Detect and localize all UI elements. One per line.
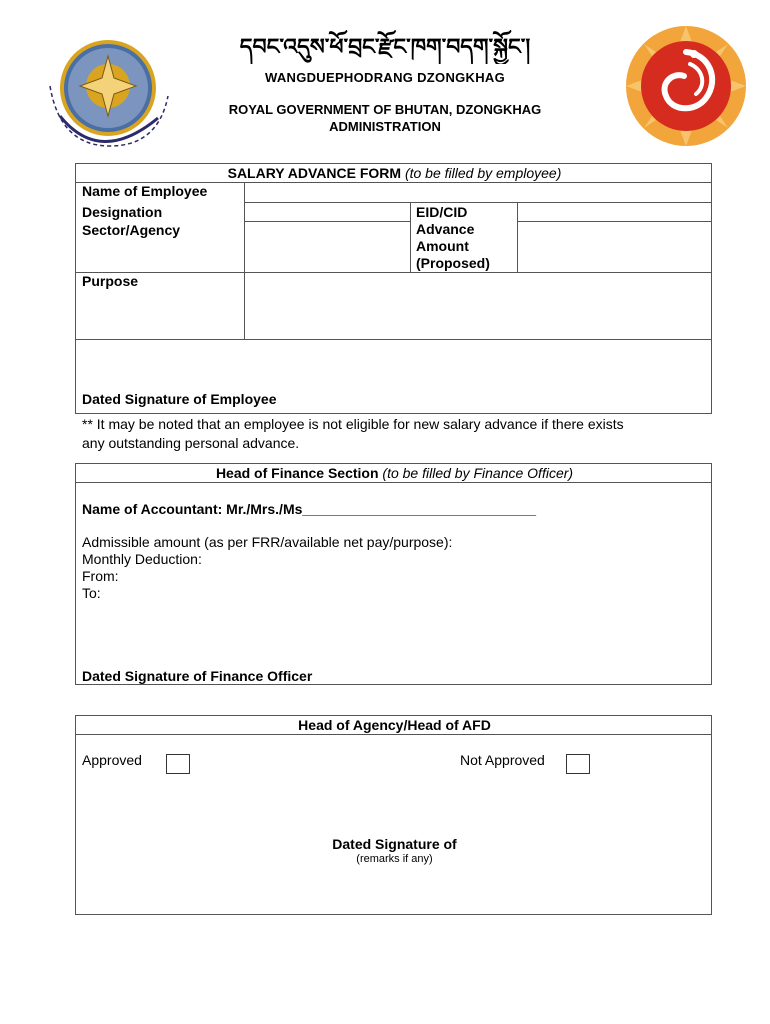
advance-amount-label-line2: Amount (416, 238, 469, 254)
agency-signature-area[interactable] (77, 782, 711, 832)
monthly-deduction-label: Monthly Deduction: (82, 551, 202, 567)
not-approved-label: Not Approved (460, 752, 545, 768)
eligibility-note (82, 415, 722, 453)
eligibility-note-line1: ** It may be noted that an employee is not eligible for new salary advance if there exists (82, 416, 624, 432)
advance-amount-label (416, 221, 490, 272)
dzongkhag-wheel-logo (624, 24, 748, 148)
finance-section (75, 463, 712, 685)
purpose-field[interactable] (245, 273, 712, 339)
eligibility-note-line2: any outstanding personal advance. (82, 435, 300, 451)
agency-signature-label: Dated Signature of (332, 836, 457, 852)
not-approved-checkbox[interactable] (566, 754, 590, 774)
remarks-label: (remarks if any) (356, 853, 433, 865)
accountant-name-label: Name of Accountant: Mr./Mrs./Ms______________________________ (82, 501, 536, 517)
sector-agency-field[interactable] (245, 222, 409, 271)
column-divider (410, 202, 411, 272)
row-divider (76, 734, 712, 735)
designation-label: Designation (82, 204, 163, 220)
government-name-line2: ADMINISTRATION (329, 119, 441, 134)
to-label: To: (82, 585, 101, 601)
agency-section-title: Head of Agency/Head of AFD (298, 717, 491, 733)
from-label: From: (82, 568, 119, 584)
approved-checkbox[interactable] (166, 754, 190, 774)
salary-advance-form-section (75, 163, 712, 414)
employee-signature-area[interactable] (77, 340, 711, 390)
purpose-label: Purpose (82, 273, 139, 289)
employee-signature-label: Dated Signature of Employee (82, 391, 277, 407)
salary-advance-form-title (76, 165, 713, 181)
advance-amount-label-line1: Advance (416, 221, 475, 237)
approved-label: Approved (82, 752, 142, 768)
admissible-amount-label: Admissible amount (as per FRR/available net pay/purpose): (82, 534, 453, 550)
finance-section-title (76, 465, 713, 481)
section-title-note: (to be filled by Finance Officer) (382, 465, 574, 481)
sector-agency-label: Sector/Agency (82, 222, 181, 238)
section-title-text: Head of Finance Section (215, 465, 379, 481)
eid-cid-field[interactable] (518, 203, 712, 221)
government-name-line1: ROYAL GOVERNMENT OF BHUTAN, DZONGKHAG (228, 102, 542, 117)
row-divider (76, 482, 712, 483)
section-title-note: (to be filled by employee) (404, 165, 562, 181)
royal-emblem-logo (40, 26, 190, 156)
agency-approval-section (75, 715, 712, 915)
government-name (200, 101, 570, 135)
finance-officer-signature-area[interactable] (77, 604, 711, 664)
employee-name-field[interactable] (245, 182, 712, 202)
tibetan-title: དབང་འདུས་ཕོ་བྲང་རྫོང་ཁག་བདག་སྐྱོང་། (239, 34, 531, 59)
finance-officer-signature-label: Dated Signature of Finance Officer (82, 668, 313, 684)
eid-cid-label: EID/CID (416, 204, 468, 220)
section-title-text: SALARY ADVANCE FORM (227, 165, 402, 181)
employee-name-label: Name of Employee (82, 183, 208, 199)
dzongkhag-name: WANGDUEPHODRANG DZONGKHAG (264, 70, 506, 85)
advance-amount-label-line3: (Proposed) (416, 255, 490, 271)
designation-field[interactable] (245, 203, 409, 221)
advance-amount-field[interactable] (518, 222, 712, 271)
